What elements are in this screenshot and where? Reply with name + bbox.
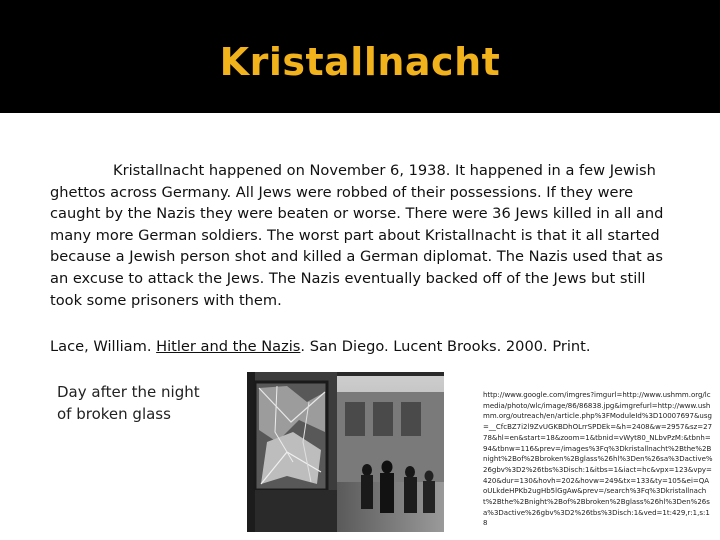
citation-book-title: Hitler and the Nazis (156, 338, 301, 355)
title-bar (0, 0, 720, 113)
photo-caption: Day after the night of broken glass (57, 383, 200, 423)
citation-author: Lace, William. (50, 338, 157, 355)
body-text: Kristallnacht happened on November 6, 1938. It happened in a few Jewish ghettos across Germany. All Jews were robbed of their possessions. If they were caught by the Nazis they were beaten or worse. There were 36 Jews killed in all and many more German soldiers. The worst part about Kristallnacht is that it all started because a Jewish person shot and killed a German diplomat. The Nazis used that as an excuse to attack the Jews. The Nazis eventually backed off of the Jews but still took some prisoners with them. (50, 162, 664, 309)
citation-publication: . San Diego. Lucent Brooks. 2000. Print. (300, 338, 591, 355)
kristallnacht-photo (247, 372, 444, 532)
body-paragraph (50, 160, 672, 311)
image-source-url[interactable]: http://www.google.com/imgres?imgurl=http://www.ushmm.org/lcmedia/photo/wlc/image/86/86838.jpg&imgrefurl=http://www.ushmm.org/outreach/en/article.php%3FModuleId%3D10007697&usg=__CfcBZ7i2l9ZvUGKBDhOLrrSPDEk=&h=2408&w=2957&sz=2778&hl=en&start=18&zoom=1&tbnid=vWyt80_NLbvPzM:&tbnh=94&tbnw=116&prev=/images%3Fq%3Dkristallnacht%2Bthe%2Bnight%2Bof%2Bbroken%2Bglass%26hl%3Den%26sa%3Dactive%26gbv%3D2%26tbs%3Disch:1&itbs=1&iact=hc&vpx=123&vpy=420&dur=130&hovh=202&hovw=249&tx=133&ty=105&ei=QAoULkdeHPKb2ugHb5lGgAw&prev=/search%3Fq%3Dkristallnacht%2Bthe%2Bnight%2Bof%2Bbroken%2Bglass%26hl%3Den%26sa%3Dactive%26gbv%3D2%26tbs%3Disch:1&ved=1t:429,r:1,s:18 (483, 391, 713, 528)
slide-title: Kristallnacht (219, 39, 501, 84)
citation (50, 336, 690, 358)
